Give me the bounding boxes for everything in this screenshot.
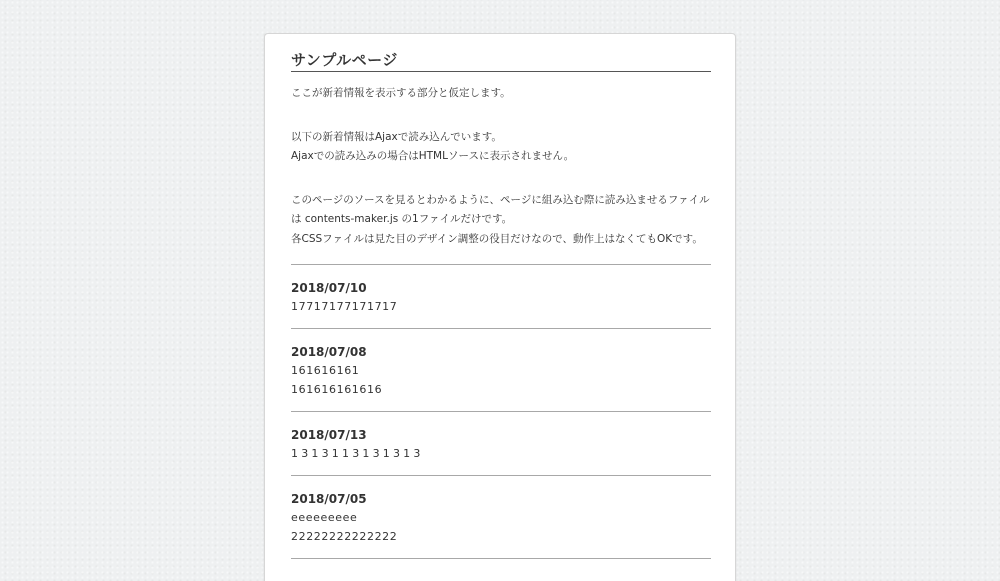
news-body [291,297,711,316]
news-line: 22222222222222 [291,530,398,543]
intro-paragraph-2 [291,128,711,167]
news-date: 2018/07/05 [291,492,367,506]
intro-text [291,84,711,249]
news-date: 2018/07/10 [291,281,367,295]
intro-paragraph-3 [291,191,711,250]
intro-line: ここが新着情報を表示する部分と仮定します。 [291,87,511,99]
news-list [291,265,711,559]
news-line: 161616161616 [291,383,383,396]
news-body [291,508,711,546]
news-item [291,265,711,329]
intro-line: は contents-maker.js の1ファイルだけです。 [291,213,513,225]
news-item [291,412,711,476]
content-card [264,33,736,581]
news-line: 17717177171717 [291,300,398,313]
news-date: 2018/07/08 [291,345,367,359]
news-item [291,476,711,559]
news-body [291,361,711,399]
news-line: eeeeeeeee [291,511,358,524]
intro-paragraph-1 [291,84,711,104]
news-date: 2018/07/13 [291,428,367,442]
intro-line: 各CSSファイルは見た目のデザイン調整の役目だけなので、動作上はなくてもOKです。 [291,232,703,245]
intro-line: 以下の新着情報はAjaxで読み込んでいます。 [291,130,502,143]
news-line: 1313113131313 [291,447,424,460]
intro-line: Ajaxでの読み込みの場合はHTMLソースに表示されません。 [291,150,575,162]
content-inner [291,34,711,559]
intro-line: このページのソースを見るとわかるように、ページに組み込む際に読み込ませるファイル [291,193,710,206]
page-title: サンプルページ [291,51,398,69]
news-item [291,329,711,412]
news-line: 161616161 [291,364,360,377]
news-body [291,444,711,463]
title-underline [291,71,711,72]
